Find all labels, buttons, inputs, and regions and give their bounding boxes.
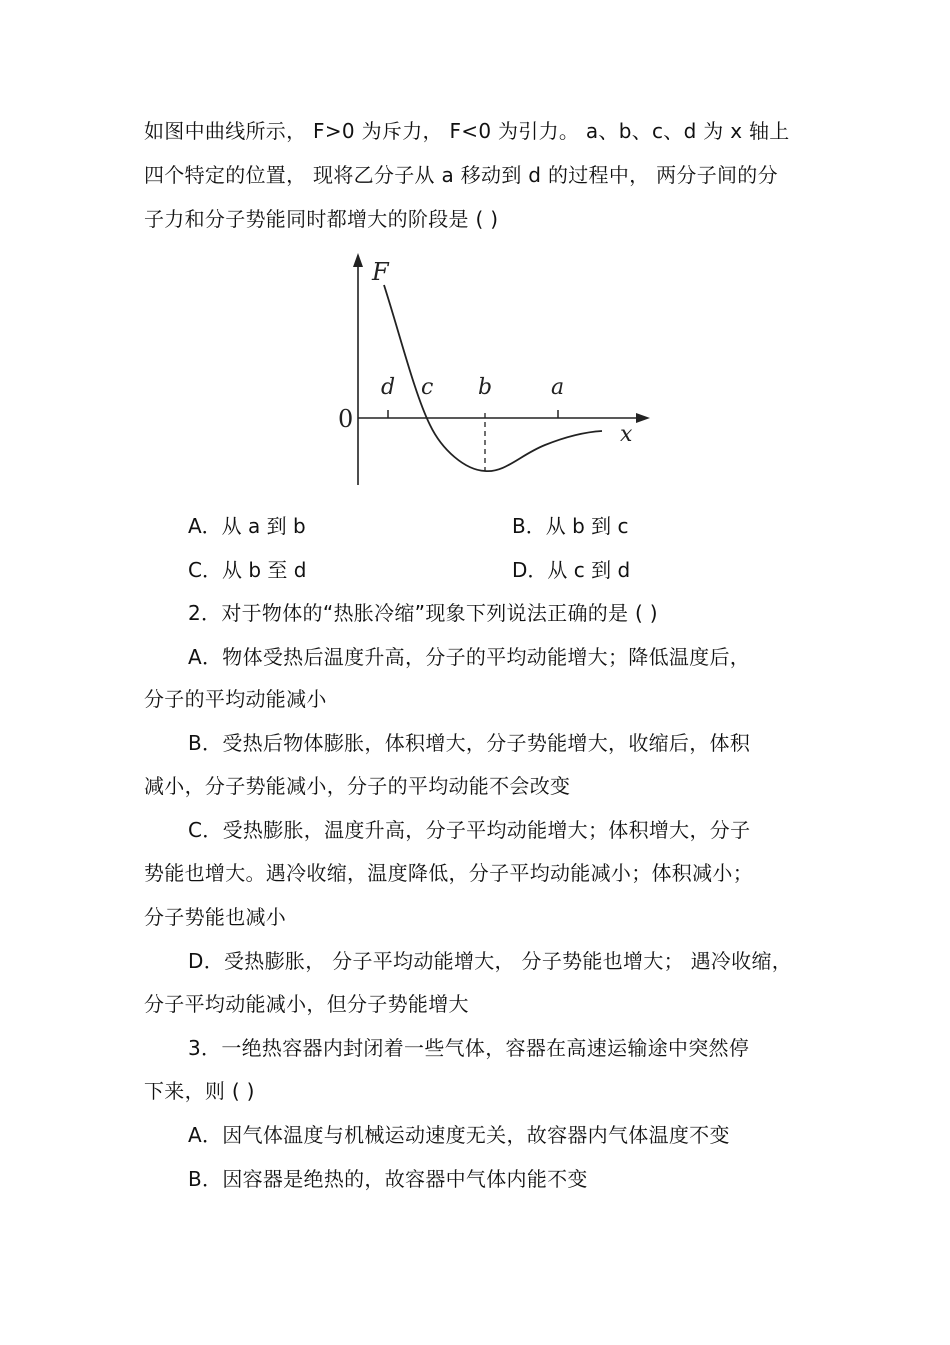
q2-option-c-line-3: 分子势能也减小 xyxy=(144,905,287,929)
force-distance-graph xyxy=(330,245,660,495)
q2-option-a-line-1: A．物体受热后温度升高，分子的平均动能增大；降低温度后， xyxy=(188,645,751,669)
q2-stem: 2．对于物体的“热胀冷缩”现象下列说法正确的是 ( ) xyxy=(188,601,658,625)
q1-line-3: 子力和分子势能同时都增大的阶段是 ( ) xyxy=(144,207,499,231)
q1-line-2: 四个特定的位置， 现将乙分子从 a 移动到 d 的过程中， 两分子间的分 xyxy=(144,163,778,187)
point-label-c: c xyxy=(421,375,434,400)
origin-label: 0 xyxy=(338,405,354,433)
force-curve xyxy=(384,285,602,471)
q2-option-d-line-1: D．受热膨胀， 分子平均动能增大， 分子势能也增大； 遇冷收缩， xyxy=(188,949,793,973)
q3-option-a: A．因气体温度与机械运动速度无关，故容器内气体温度不变 xyxy=(188,1123,730,1147)
x-axis-arrow-icon xyxy=(636,413,650,423)
q2-option-b-line-2: 减小，分子势能减小，分子的平均动能不会改变 xyxy=(144,774,571,798)
q1-line-1: 如图中曲线所示， F>0 为斥力， F<0 为引力。 a、b、c、d 为 x 轴上 xyxy=(144,119,790,143)
x-axis-label: x xyxy=(620,422,633,447)
point-label-a: a xyxy=(551,375,565,400)
q2-option-a-line-2: 分子的平均动能减小 xyxy=(144,687,327,711)
q1-option-b: B．从 b 到 c xyxy=(512,514,629,538)
y-axis-arrow-icon xyxy=(353,253,363,267)
q1-option-c: C．从 b 至 d xyxy=(188,558,307,582)
q1-option-d: D．从 c 到 d xyxy=(512,558,631,582)
point-label-d: d xyxy=(381,375,396,400)
q3-stem-line-2: 下来，则 ( ) xyxy=(144,1079,255,1103)
point-label-b: b xyxy=(478,375,493,400)
y-axis-label: F xyxy=(372,258,389,286)
q3-option-b: B．因容器是绝热的，故容器中气体内能不变 xyxy=(188,1167,588,1191)
q2-option-b-line-1: B．受热后物体膨胀，体积增大，分子势能增大，收缩后，体积 xyxy=(188,731,751,755)
q1-option-a: A．从 a 到 b xyxy=(188,514,306,538)
q2-option-c-line-2: 势能也增大。遇冷收缩，温度降低，分子平均动能减小；体积减小； xyxy=(144,861,753,885)
q2-option-c-line-1: C．受热膨胀，温度升高，分子平均动能增大；体积增大，分子 xyxy=(188,818,751,842)
q2-option-d-line-2: 分子平均动能减小，但分子势能增大 xyxy=(144,992,469,1016)
q3-stem-line-1: 3．一绝热容器内封闭着一些气体，容器在高速运输途中突然停 xyxy=(188,1036,750,1060)
